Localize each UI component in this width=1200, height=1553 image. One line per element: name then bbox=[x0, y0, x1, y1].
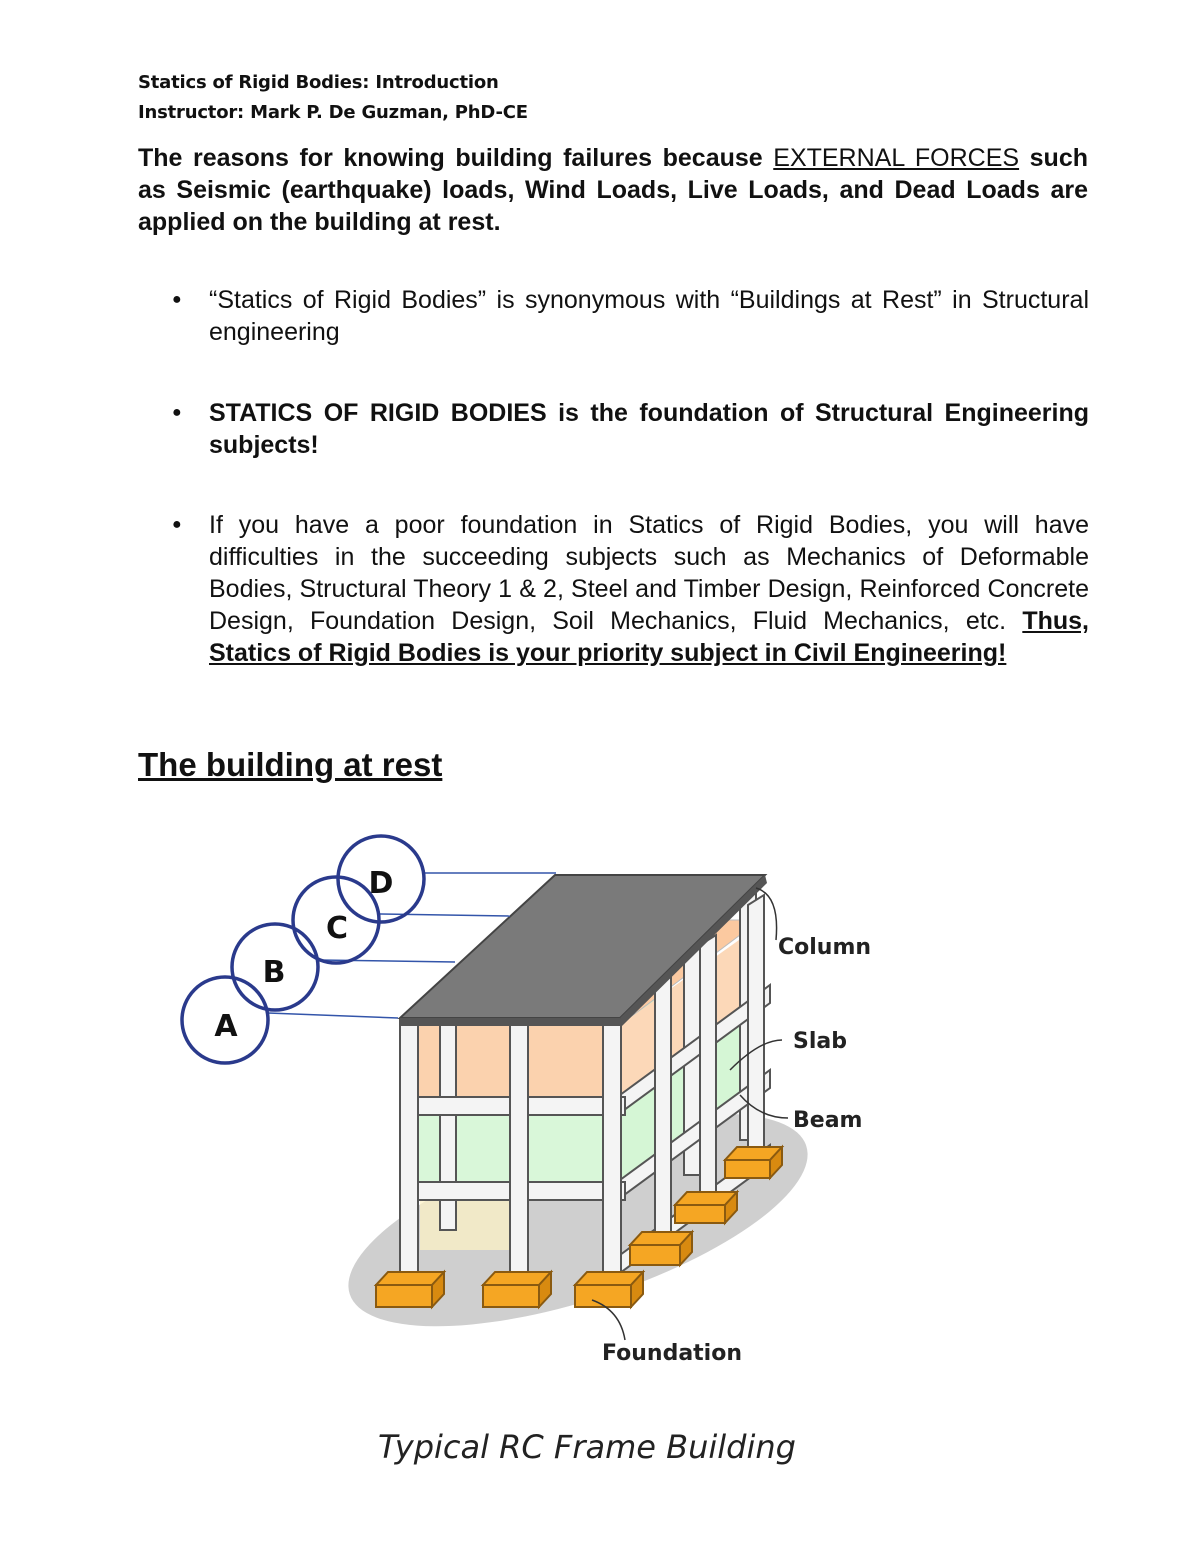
bullet-3-emphasis: Thus, Statics of Rigid Bodies is your priority subject in Civil Engineering! bbox=[209, 607, 1089, 667]
bullet-2: STATICS OF RIGID BODIES is the foundation of Structural Engineering subjects! bbox=[209, 399, 1089, 459]
intro-text-2: such as Seismic (earthquake) loads, Wind Loads, Live Loads, and Dead Loads are applied on the building at rest. bbox=[138, 144, 1089, 236]
bullet-dot: ● bbox=[172, 516, 182, 533]
circle-label-c: C bbox=[325, 911, 349, 946]
circle-label-d: D bbox=[368, 866, 394, 901]
external-forces-text: EXTERNAL FORCES bbox=[773, 144, 1020, 172]
bullet-1: “Statics of Rigid Bodies” is synonymous with “Buildings at Rest” in Structural engineering bbox=[209, 286, 1089, 346]
floor-slab-1-front bbox=[420, 1200, 520, 1250]
circle-label-b: B bbox=[262, 955, 286, 990]
label-beam: Beam bbox=[793, 1108, 863, 1133]
figure-caption: Typical RC Frame Building bbox=[378, 1428, 796, 1466]
bullet-dot: ● bbox=[172, 404, 182, 421]
label-foundation: Foundation bbox=[602, 1341, 743, 1366]
circle-label-a: A bbox=[214, 1009, 238, 1044]
bullet-3-text: If you have a poor foundation in Statics of Rigid Bodies, you will have difficulties in the succeeding subjects such as Mechanics of Deformable Bodies, Structural Theory 1 & 2, Steel and Timber Design, Reinforced Concrete Design, Foundation Design, Soil Mechanics, Fluid Mechanics, etc. bbox=[209, 511, 1089, 635]
label-slab: Slab bbox=[793, 1029, 847, 1054]
instructor-line: Instructor: Mark P. De Guzman, PhD-CE bbox=[138, 102, 528, 123]
section-title: The building at rest bbox=[138, 746, 443, 783]
roof-slab-edge bbox=[400, 1018, 620, 1026]
document-title: Statics of Rigid Bodies: Introduction bbox=[138, 72, 499, 93]
label-column: Column bbox=[778, 935, 872, 960]
intro-text-1: The reasons for knowing building failures because bbox=[138, 144, 774, 172]
bullet-dot: ● bbox=[172, 291, 182, 308]
